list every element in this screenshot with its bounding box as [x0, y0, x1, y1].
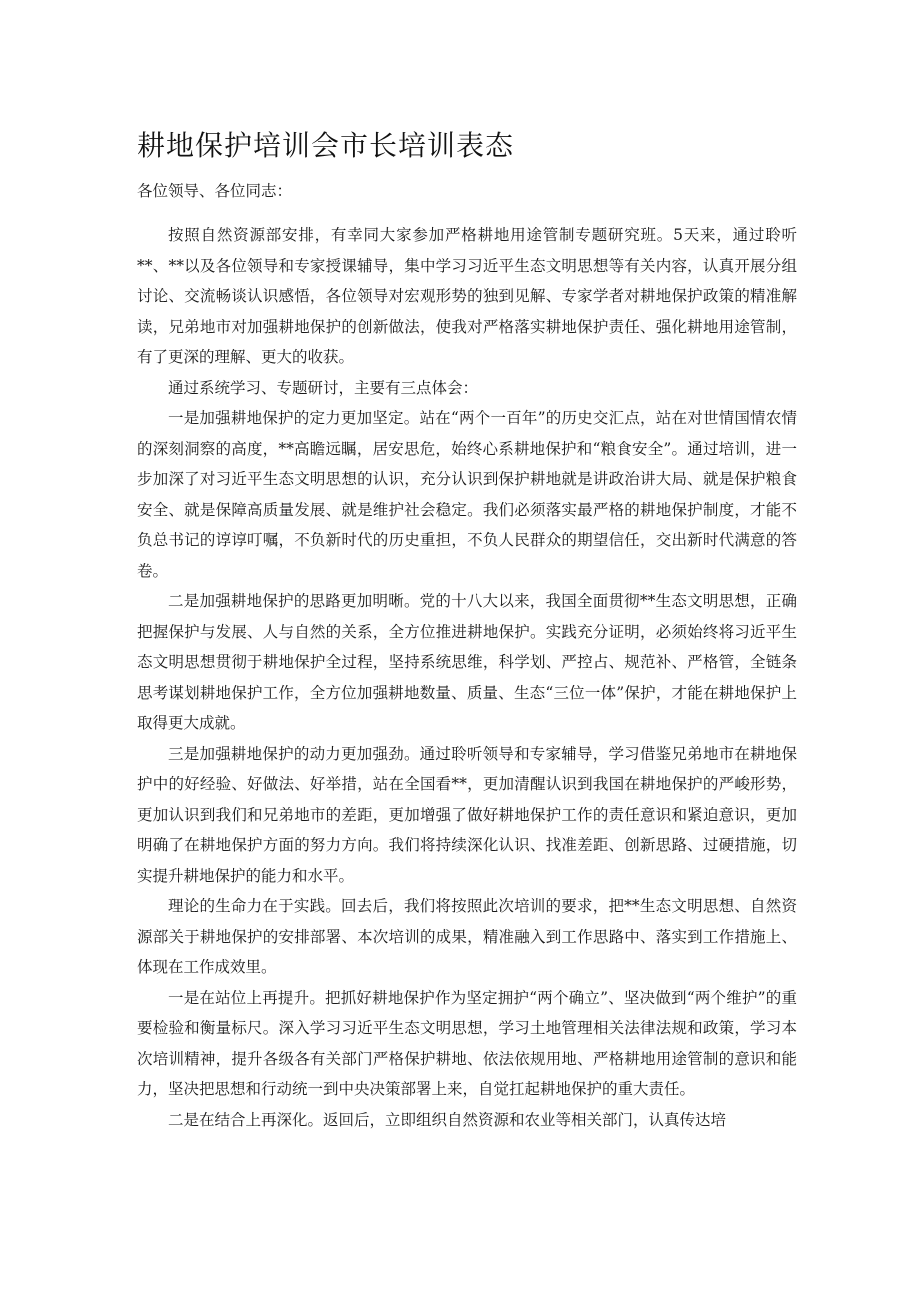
paragraph-action-2: 二是在结合上再深化。返回后，立即组织自然资源和农业等相关部门，认真传达培	[168, 1110, 727, 1129]
salutation: 各位领导、各位同志：	[137, 182, 293, 200]
paragraph-summary: 通过系统学习、专题研讨，主要有三点体会：	[168, 378, 479, 397]
document-body	[137, 124, 797, 1135]
paragraph-point-2: 二是加强耕地保护的思路更加明晰。党的十八大以来，我国全面贯彻**生态文明思想，正确把握保护与发展、人与自然的关系，全方位推进耕地保护。实践充分证明，必须始终将习近平生态文明思想贯彻于耕地保护全过程，坚持系统思维，科学划、严控占、规范补、严格管，全链条思考谋划耕地保护工作，全方位加强耕地数量、质量、生态“三位一体”保护，才能在耕地保护上取得更大成就。	[137, 592, 797, 732]
paragraph-intro: 按照自然资源部安排，有幸同大家参加严格耕地用途管制专题研究班。5天来，通过聆听**、**以及各位领导和专家授课辅导，集中学习习近平生态文明思想等有关内容，认真开展分组讨论、交流畅谈认识感悟，各位领导对宏观形势的独到见解、专家学者对耕地保护政策的精准解读，兄弟地市对加强耕地保护的创新做法，使我对严格落实耕地保护责任、强化耕地用途管制，有了更深的理解、更大的收获。	[137, 226, 797, 366]
paragraph-practice: 理论的生命力在于实践。回去后，我们将按照此次培训的要求，把**生态文明思想、自然资源部关于耕地保护的安排部署、本次培训的成果，精准融入到工作思路中、落实到工作措施上、体现在工作成效里。	[137, 897, 797, 976]
document-title: 耕地保护培训会市长培训表态	[137, 129, 515, 162]
paragraph-point-1: 一是加强耕地保护的定力更加坚定。站在“两个一百年”的历史交汇点，站在对世情国情农情的深刻洞察的高度，**高瞻远瞩，居安思危，始终心系耕地保护和“粮食安全”。通过培训，进一步加深了对习近平生态文明思想的认识，充分认识到保护耕地就是讲政治讲大局、就是保护粮食安全、就是保障高质量发展、就是维护社会稳定。我们必须落实最严格的耕地保护制度，才能不负总书记的谆谆叮嘱，不负新时代的历史重担，不负人民群众的期望信任，交出新时代满意的答卷。	[137, 409, 797, 580]
paragraph-action-1: 一是在站位上再提升。把抓好耕地保护作为坚定拥护“两个确立”、坚决做到“两个维护”的重要检验和衡量标尺。深入学习习近平生态文明思想，学习土地管理相关法律法规和政策，学习本次培训精神，提升各级各有关部门严格保护耕地、依法依规用地、严格耕地用途管制的意识和能力，坚决把思想和行动统一到中央决策部署上来，自觉扛起耕地保护的重大责任。	[137, 988, 797, 1098]
paragraph-point-3: 三是加强耕地保护的动力更加强劲。通过聆听领导和专家辅导，学习借鉴兄弟地市在耕地保护中的好经验、好做法、好举措，站在全国看**，更加清醒认识到我国在耕地保护的严峻形势，更加认识到我们和兄弟地市的差距，更加增强了做好耕地保护工作的责任意识和紧迫意识，更加明确了在耕地保护方面的努力方向。我们将持续深化认识、找准差距、创新思路、过硬措施，切实提升耕地保护的能力和水平。	[137, 744, 797, 885]
